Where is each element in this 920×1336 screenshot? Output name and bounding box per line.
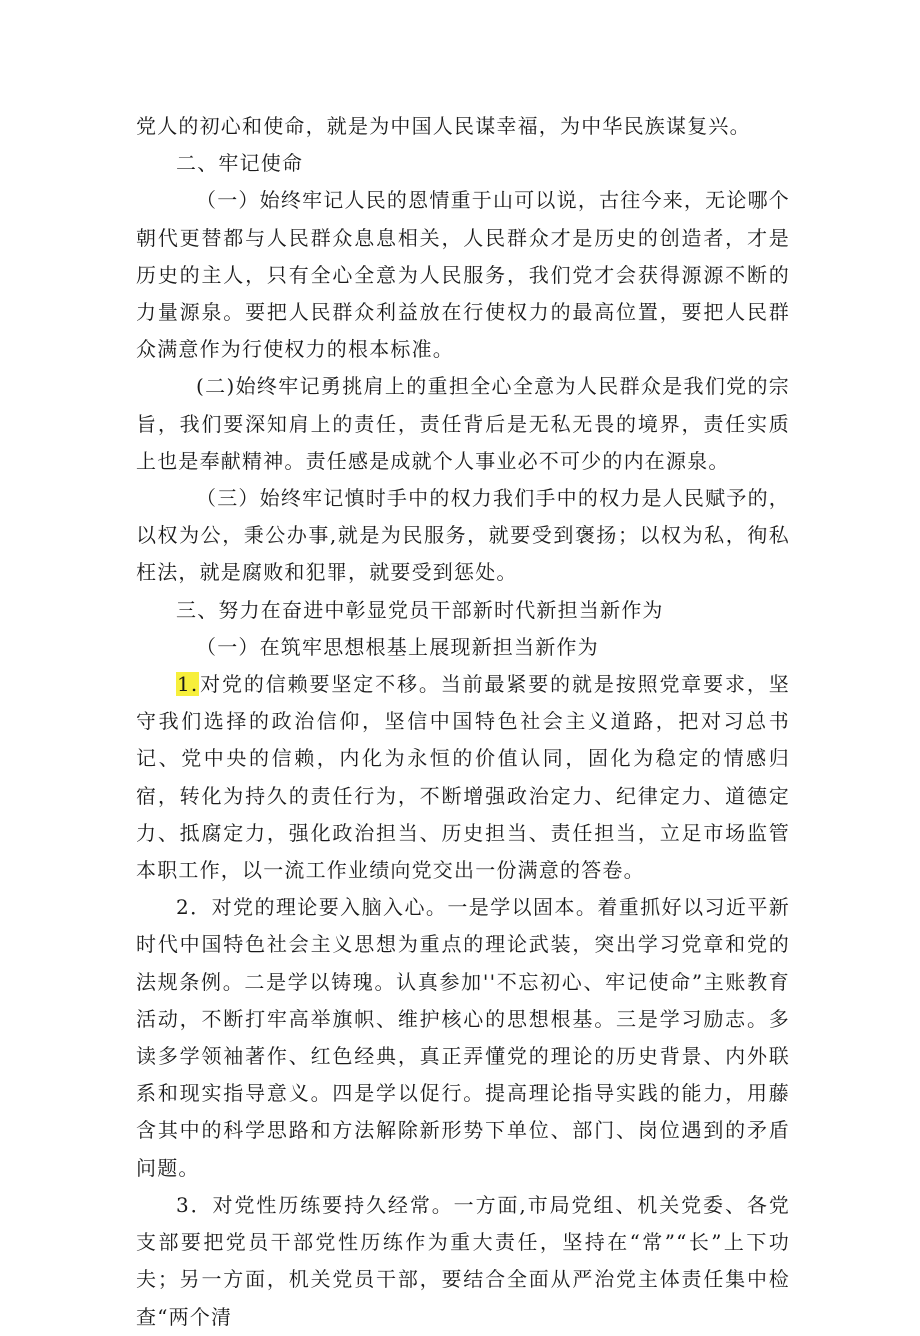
paragraph-point-1	[136, 666, 790, 889]
highlighted-number-marker: 1.	[177, 672, 199, 697]
paragraph-item-2: (二)始终牢记勇挑肩上的重担全心全意为人民群众是我们党的宗旨，我们要深知肩上的责任，责任背后是无私无畏的境界，责任实质上也是奉献精神。责任感是成就个人事业必不可少的内在源泉。	[136, 374, 790, 473]
paragraph-item-3: （三）始终牢记慎时手中的权力我们手中的权力是人民赋予的，以权为公，秉公办事,就是为民服务，就要受到褒扬；以权为私，徇私枉法，就是腐败和犯罪，就要受到惩处。	[136, 486, 790, 585]
paragraph-point-1-text: 对党的信赖要坚定不移。当前最紧要的就是按照党章要求，坚守我们选择的政治信仰，坚信中国特色社会主义道路，把对习总书记、党中央的信赖，内化为永恒的价值认同，固化为稳定的情感归宿，转化为持久的责任行为，不断增强政治定力、纪律定力、道德定力、抵腐定力，强化政治担当、历史担当、责任担当，立足市场监管本职工作，以一流工作业绩向党交出一份满意的答卷。	[136, 672, 790, 883]
paragraph-point-2: 2．对党的理论要入脑入心。一是学以固本。着重抓好以习近平新时代中国特色社会主义思想为重点的理论武装，突出学习党章和党的法规条例。二是学以铸瑰。认真参加''不忘初心、牢记使命”主账教育活动，不断打牢高举旗帜、维护核心的思想根基。三是学习励志。多读多学领袖著作、红色经典，真正弄懂党的理论的历史背景、内外联系和现实指导意义。四是学以促行。提高理论指导实践的能力，用藤含其中的科学思路和方法解除新形势下单位、部门、岗位遇到的矛盾问题。	[136, 895, 790, 1180]
paragraph-item-1: （一）始终牢记人民的恩情重于山可以说，古往今来，无论哪个朝代更替都与人民群众息息相关，人民群众才是历史的创造者，才是历史的主人，只有全心全意为人民服务，我们党才会获得源源不断的力量源泉。要把人民群众利益放在行使权力的最高位置，要把人民群众满意作为行使权力的根本标准。	[136, 188, 790, 362]
paragraph-point-3: 3．对党性历练要持久经常。一方面,市局党组、机关党委、各党支部要把党员干部党性历练作为重大责任，坚持在“常”“长”上下功夫；另一方面，机关党员干部，要结合全面从严治党主体责任集中检查“两个清	[136, 1192, 790, 1329]
section-heading-3: 三、努力在奋进中彰显党员干部新时代新担当新作为	[176, 597, 664, 622]
section-heading-2: 二、牢记使命	[176, 151, 304, 176]
document-body	[136, 108, 790, 1336]
subsection-heading-1: （一）在筑牢思想根基上展现新担当新作为	[196, 634, 599, 659]
paragraph-continuation: 党人的初心和使命，就是为中国人民谋幸福，为中华民族谋复兴。	[136, 114, 751, 138]
